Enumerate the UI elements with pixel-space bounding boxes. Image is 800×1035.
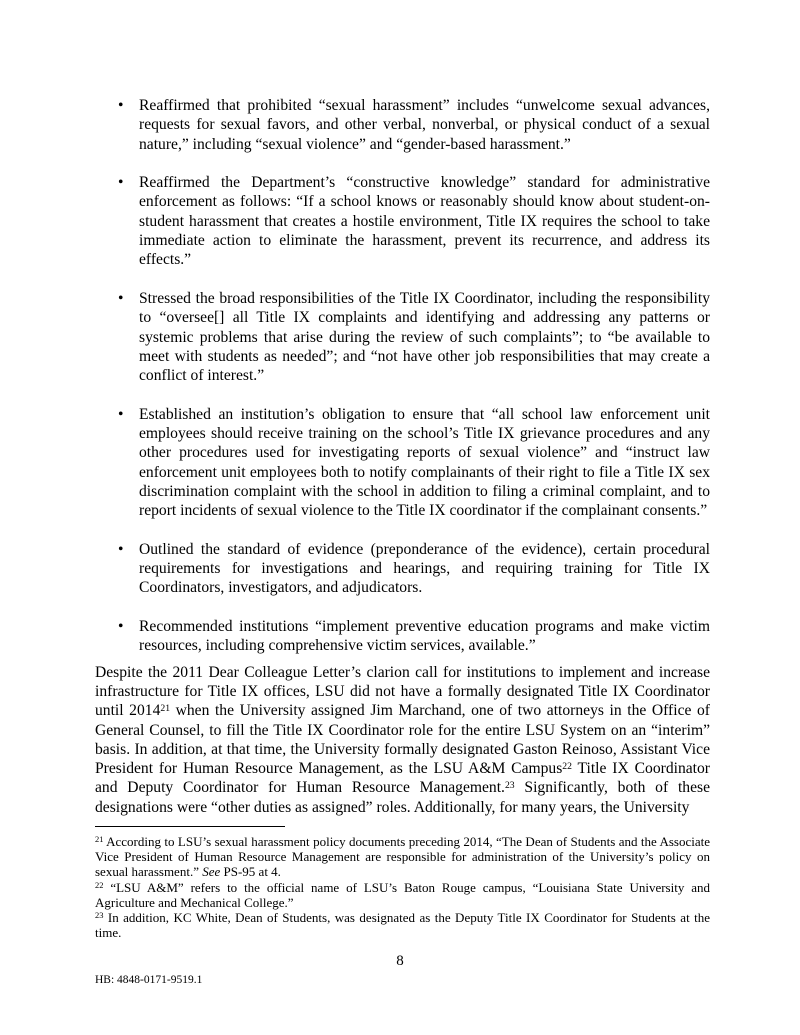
bullet-icon: •	[118, 289, 124, 307]
footnote-23	[95, 910, 710, 940]
bullet-icon: •	[118, 540, 124, 558]
bullet-text: Established an institution’s obligation to ensure that “all school law enforcement unit employees should receive training on the school’s Title IX grievance procedures and any other procedures used for investigating reports of sexual violence” and “instruct law enforcement unit employees both to notify complainants of their right to file a Title IX sex discrimination complaint with the school in addition to filing a criminal complaint, and to report incidents of sexual violence to the Title IX coordinator if the complainant consents.”	[139, 405, 710, 520]
paragraph-text: Despite the 2011 Dear Colleague Letter’s clarion call for institutions to implement and increase infrastructure for Title IX offices, LSU did not have a formally designated Title IX Coordinator until 2014	[95, 663, 710, 720]
page-number: 8	[396, 953, 404, 969]
footnote-number: 23	[95, 910, 104, 921]
bullet-item	[95, 173, 710, 269]
body-paragraph	[95, 663, 710, 817]
footnote-text: According to LSU’s sexual harassment policy documents preceding 2014, “The Dean of Students and the Associate Vice President of Human Resource Management are responsible for administration of the University’s policy on sexual harassment.”	[95, 834, 710, 880]
bullet-item	[95, 289, 710, 385]
footnote-ref-22: 22	[562, 760, 572, 772]
bullet-text: Recommended institutions “implement preventive education programs and make victim resources, including comprehensive victim services, available.”	[139, 618, 710, 655]
paragraph-text: Significantly, both of these designations were “other duties as assigned” roles. Additionally, for many years, the University	[95, 779, 711, 816]
bullet-text: Stressed the broad responsibilities of the Title IX Coordinator, including the responsibility to “oversee[] all Title IX complaints and identifying and addressing any patterns or systemic problems that arise during the review of such complaints”; to “be available to meet with students as needed”; and “not have other job responsibilities that may create a conflict of interest.”	[139, 289, 710, 385]
footnote-ref-21: 21	[160, 702, 171, 714]
bullet-text: Outlined the standard of evidence (preponderance of the evidence), certain procedural requirements for investigations and hearings, and requiring training for Title IX Coordinators, investigators, and adjudicators.	[139, 540, 710, 597]
footnote-text: In addition, KC White, Dean of Students, was designated as the Deputy Title IX Coordinator for Students at the time.	[95, 910, 710, 941]
bullet-item	[95, 540, 710, 598]
bullet-icon: •	[118, 97, 124, 114]
page-content	[95, 96, 710, 817]
footnote-number: 21	[95, 834, 104, 845]
bullet-icon: •	[118, 405, 124, 423]
footnotes-section	[95, 826, 710, 940]
footnote-text: “LSU A&M” refers to the official name of LSU’s Baton Rouge campus, “Louisiana State University and Agriculture and Mechanical College.”	[95, 879, 710, 910]
footnote-citation: See	[202, 864, 221, 880]
footnote-21	[95, 834, 710, 880]
bullet-icon: •	[118, 618, 124, 636]
footnote-text: PS-95 at 4.	[220, 864, 281, 880]
document-id-footer: HB: 4848-0171-9519.1	[95, 974, 203, 986]
bullet-item	[95, 96, 710, 154]
bullet-list	[95, 96, 710, 656]
footnote-number: 22	[95, 879, 104, 890]
footnote-separator	[95, 826, 285, 827]
paragraph-text: when the University assigned Jim Marchand, one of two attorneys in the Office of General Counsel, to fill the Title IX Coordinator role for the entire LSU System on an “interim” basis. In addition, at that time, the University formally designated Gaston Reinoso, Assistant Vice President for Human Resource Management, as the LSU A&M Campus	[95, 702, 710, 778]
bullet-item	[95, 405, 710, 521]
bullet-text: Reaffirmed the Department’s “constructive knowledge” standard for administrative enforcement as follows: “If a school knows or reasonably should know about student-on-student harassment that creates a hostile environment, Title IX requires the school to take immediate action to eliminate the harassment, prevent its recurrence, and address its effects.”	[139, 174, 710, 269]
footnote-22	[95, 880, 710, 910]
paragraph-text: Title IX Coordinator and Deputy Coordinator for Human Resource Management.	[95, 760, 710, 797]
bullet-icon: •	[118, 174, 124, 192]
bullet-text: Reaffirmed that prohibited “sexual harassment” includes “unwelcome sexual advances, requests for sexual favors, and other verbal, nonverbal, or physical conduct of a sexual nature,” including “sexual violence” and “gender-based harassment.”	[139, 97, 710, 153]
bullet-item	[95, 617, 710, 656]
footnote-ref-23: 23	[504, 780, 515, 792]
